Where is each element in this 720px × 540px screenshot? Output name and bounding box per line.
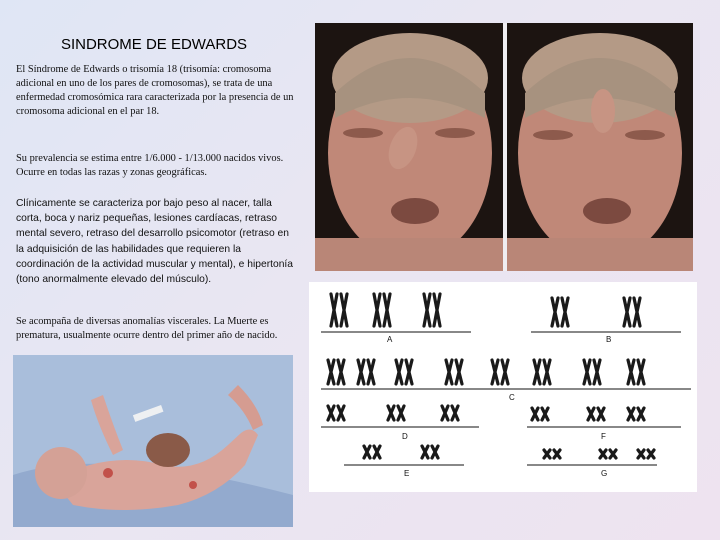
group-label-c: C bbox=[509, 393, 515, 402]
anomalies-paragraph: Se acompaña de diversas anomalías viscerales. La Muerte es prematura, usualmente ocurre dentro del primer año de nacido. bbox=[16, 316, 278, 341]
group-label-d: D bbox=[402, 432, 408, 441]
group-label-g: G bbox=[601, 469, 608, 478]
group-label-e: E bbox=[404, 469, 410, 478]
group-label-a: A bbox=[387, 335, 393, 344]
group-label-b: B bbox=[606, 335, 612, 344]
slide-title: SINDROME DE EDWARDS bbox=[60, 36, 248, 53]
clinical-paragraph: Clínicamente se caracteriza por bajo peso al nacer, talla corta, boca y nariz pequeñas, lesiones cardíacas, retraso mental severo, retraso del desarrollo psicomotor (retraso en la adquisición de las habilidades que requieren la coordinación de la actividad muscular y mental), e hipertonía (tono anormalmente elevado del músculo). bbox=[16, 198, 294, 286]
karyotype-image bbox=[309, 282, 697, 492]
definition-paragraph: El Síndrome de Edwards o trisomía 18 (trisomía: cromosoma adicional en uno de los pares de cromosomas), se trata de una enfermedad cromosómica rara caracterizada por la presencia de un cromosoma adicional en el par 18. bbox=[16, 64, 294, 117]
prevalence-paragraph: Su prevalencia se estima entre 1/6.000 - 1/13.000 nacidos vivos. Ocurre en todas las razas y zonas geográficas. bbox=[16, 153, 284, 178]
newborn-photo bbox=[13, 355, 293, 527]
face-photos bbox=[315, 23, 693, 271]
group-label-f: F bbox=[601, 432, 606, 441]
